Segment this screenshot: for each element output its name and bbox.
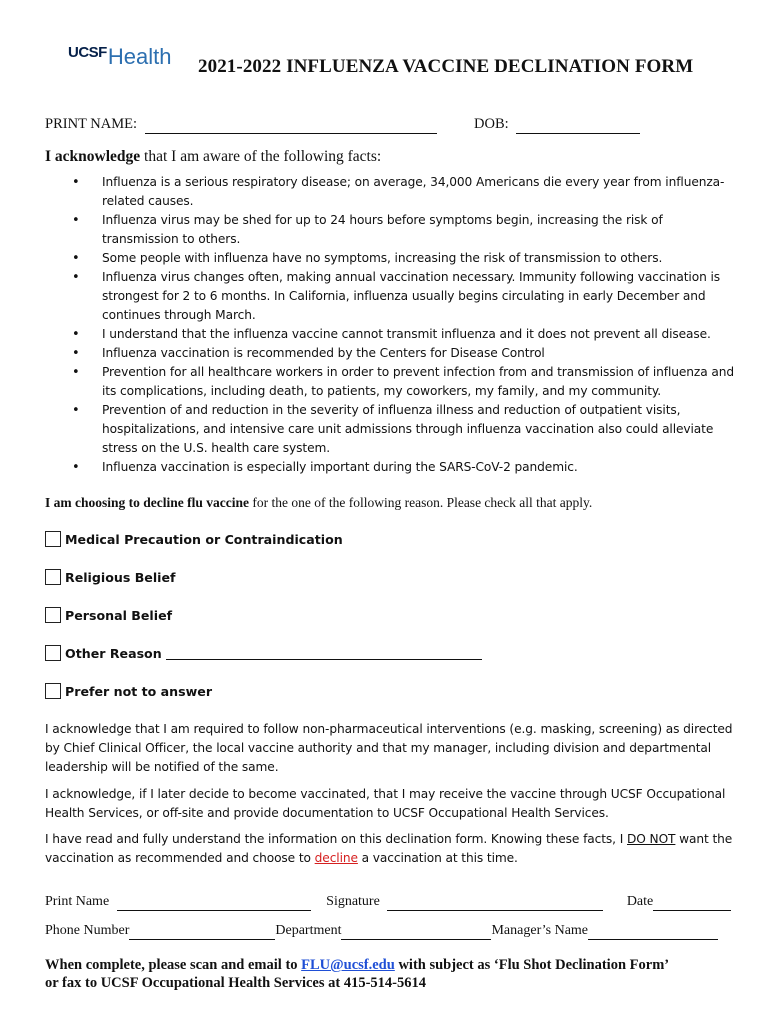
email-link[interactable]: FLU@ucsf.edu (301, 957, 395, 973)
footer-line1-post: with subject as ‘Flu Shot Declination Form’ (394, 957, 670, 973)
declination-pre: I have read and fully understand the information on this declination form. Knowing these facts, I (45, 832, 627, 846)
fact-item: • Prevention for all healthcare workers in order to prevent infection from and transmission of influenza and its complications, including death, to patients, my coworkers, my family, and my community. (70, 363, 740, 401)
decline-text: decline (314, 851, 358, 865)
fact-item: • Influenza vaccination is recommended by the Centers for Disease Control (70, 344, 740, 363)
acknowledge-bold: I acknowledge (45, 148, 141, 165)
logo-health-text: Health (107, 44, 172, 69)
footer-line-1 (45, 956, 669, 974)
signature-field[interactable] (387, 894, 603, 911)
option-religious (45, 569, 176, 585)
option-religious-label: Religious Belief (65, 569, 176, 585)
form-title: 2021-2022 INFLUENZA VACCINE DECLINATION FORM (198, 56, 694, 77)
ucsf-health-logo (68, 38, 171, 68)
logo-ucsf-text: UCSF (68, 44, 107, 61)
department-field[interactable] (341, 923, 491, 940)
dob-row (474, 116, 640, 134)
declination-post: a vaccination at this time. (357, 851, 518, 865)
npi-acknowledgement: I acknowledge that I am required to follow non-pharmaceutical interventions (e.g. masking, screening) as directed by Chief Clinical Officer, the local vaccine authority and that my manager, including division and departmental leadership will be notified of the same. (45, 722, 733, 774)
checkbox-medical[interactable] (45, 531, 61, 547)
print-name-label-bottom: Print Name (45, 894, 110, 909)
facts-list (70, 173, 740, 477)
print-name-field[interactable] (145, 116, 437, 134)
acknowledge-heading (45, 148, 381, 166)
phone-field[interactable] (129, 923, 275, 940)
manager-label: Manager’s Name (491, 923, 589, 938)
dob-label: DOB: (474, 116, 509, 132)
checkbox-personal[interactable] (45, 607, 61, 623)
submission-instructions (45, 956, 669, 992)
option-other-label: Other Reason (65, 645, 162, 661)
fact-item: • Prevention of and reduction in the severity of influenza illness and reduction of outpatient visits, hospitalizations, and intensive care unit admissions through influenza vaccination also could alleviate stress on the U.S. health care system. (70, 401, 740, 458)
checkbox-religious[interactable] (45, 569, 61, 585)
checkbox-no-answer[interactable] (45, 683, 61, 699)
option-medical (45, 531, 343, 547)
phone-row (45, 923, 735, 940)
option-personal (45, 607, 172, 623)
phone-label: Phone Number (45, 923, 130, 938)
option-no-answer-label: Prefer not to answer (65, 683, 213, 699)
date-label: Date (626, 894, 654, 909)
fact-item: • I understand that the influenza vaccine cannot transmit influenza and it does not prevent all disease. (70, 325, 740, 344)
option-no-answer (45, 683, 212, 699)
declination-mid: want the vaccination as recommended and choose to (45, 832, 733, 865)
fact-item: • Influenza vaccination is especially important during the SARS-CoV-2 pandemic. (70, 458, 740, 477)
fact-item: • Influenza virus changes often, making annual vaccination necessary. Immunity following vaccination is strongest for 2 to 6 months. In California, influenza usually begins circulating in early December and continues through March. (70, 268, 740, 325)
print-name-label: PRINT NAME: (45, 116, 137, 132)
dob-field[interactable] (516, 116, 640, 134)
manager-field[interactable] (588, 923, 718, 940)
fact-item: • Some people with influenza have no symptoms, increasing the risk of transmission to others. (70, 249, 740, 268)
declination-statement (45, 830, 745, 868)
choosing-bold: I am choosing to decline flu vaccine (45, 495, 249, 510)
date-field[interactable] (653, 894, 731, 911)
fact-item: • Influenza is a serious respiratory disease; on average, 34,000 Americans die every year from influenza-related causes. (70, 173, 740, 211)
footer-line1-pre: When complete, please scan and email to (45, 957, 302, 973)
print-name-row (45, 116, 437, 134)
signature-row (45, 894, 735, 911)
option-medical-label: Medical Precaution or Contraindication (65, 531, 343, 547)
signature-label: Signature (326, 894, 380, 909)
option-personal-label: Personal Belief (65, 607, 173, 623)
print-name-field-bottom[interactable] (117, 894, 311, 911)
do-not-text: DO NOT (627, 832, 676, 846)
choosing-statement (45, 495, 592, 511)
fact-item: • Influenza virus may be shed for up to 24 hours before symptoms begin, increasing the risk of transmission to others. (70, 211, 740, 249)
later-vaccination-acknowledgement: I acknowledge, if I later decide to become vaccinated, that I may receive the vaccine through UCSF Occupational Health Services, or off-site and provide documentation to UCSF Occupational Health Services. (45, 787, 726, 820)
other-reason-field[interactable] (166, 647, 482, 660)
option-other (45, 645, 482, 661)
acknowledge-rest: that I am aware of the following facts: (140, 148, 382, 165)
department-label: Department (275, 923, 342, 938)
choosing-rest: for the one of the following reason. Please check all that apply. (249, 495, 593, 510)
checkbox-other[interactable] (45, 645, 61, 661)
footer-line-2: or fax to UCSF Occupational Health Services at 415-514-5614 (45, 975, 426, 991)
